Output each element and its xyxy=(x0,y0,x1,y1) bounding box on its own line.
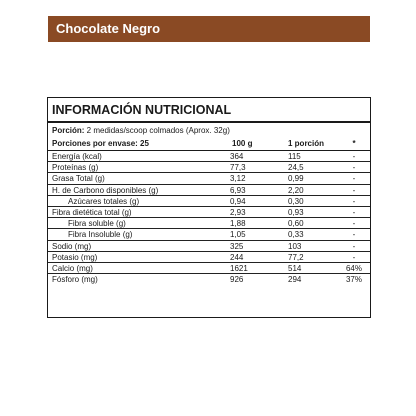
nutrition-panel xyxy=(47,97,371,318)
portion-value: 2 medidas/scoop colmados (Aprox. 32g) xyxy=(84,126,230,135)
value-portion: 77,2 xyxy=(288,252,304,262)
value-pct: - xyxy=(352,185,356,195)
value-pct: - xyxy=(352,163,356,173)
value-100g: 1,05 xyxy=(230,230,246,240)
value-pct: - xyxy=(352,219,356,229)
value-100g: 325 xyxy=(230,241,244,251)
value-100g: 6,93 xyxy=(230,185,246,195)
value-portion: 0,93 xyxy=(288,207,304,217)
table-row xyxy=(48,196,370,207)
nutrient-name: Sodio (mg) xyxy=(52,241,92,251)
nutrient-name: Energía (kcal) xyxy=(52,152,102,161)
table-row xyxy=(48,151,370,162)
table-row xyxy=(48,263,370,274)
table-row xyxy=(48,252,370,263)
value-pct: - xyxy=(352,241,356,251)
product-title-bar xyxy=(48,16,370,42)
value-portion: 0,60 xyxy=(288,219,304,229)
col-header-pct: * xyxy=(352,139,356,148)
portion-line xyxy=(48,124,370,137)
value-portion: 2,20 xyxy=(288,185,304,195)
value-100g: 1621 xyxy=(230,263,248,273)
value-100g: 364 xyxy=(230,152,244,161)
product-title: Chocolate Negro xyxy=(56,21,161,36)
nutrient-name: Proteínas (g) xyxy=(52,163,99,173)
value-pct: 64% xyxy=(345,263,362,273)
nutrient-name: Fibra Insoluble (g) xyxy=(68,230,133,240)
nutrient-name: Fibra soluble (g) xyxy=(68,219,126,229)
value-100g: 77,3 xyxy=(230,163,246,173)
col-header-portion: 1 porción xyxy=(288,139,325,148)
value-pct: - xyxy=(352,252,356,262)
value-pct: - xyxy=(352,207,356,217)
value-pct: - xyxy=(352,152,356,161)
value-portion: 115 xyxy=(288,152,301,161)
nutrient-name: Grasa Total (g) xyxy=(52,174,105,184)
value-pct: - xyxy=(352,230,356,240)
value-100g: 3,12 xyxy=(230,174,246,184)
value-pct: - xyxy=(352,196,356,206)
table-row xyxy=(48,185,370,196)
nutrient-name: Potasio (mg) xyxy=(52,252,98,262)
value-portion: 294 xyxy=(288,275,302,285)
nutrient-name: H. de Carbono disponibles (g) xyxy=(52,185,159,195)
value-100g: 0,94 xyxy=(230,196,246,206)
value-portion: 0,99 xyxy=(288,174,304,184)
table-row xyxy=(48,218,370,229)
nutrient-name: Fósforo (mg) xyxy=(52,275,98,285)
col-header-100g: 100 g xyxy=(232,139,253,148)
nutrient-name: Azúcares totales (g) xyxy=(68,196,140,206)
value-100g: 1,88 xyxy=(230,219,246,229)
panel-title: INFORMACIÓN NUTRICIONAL xyxy=(48,98,370,123)
table-row xyxy=(48,229,370,240)
table-header xyxy=(48,137,370,151)
value-100g: 926 xyxy=(230,275,244,285)
value-portion: 24,5 xyxy=(288,163,304,173)
table-row xyxy=(48,207,370,218)
table-row xyxy=(48,162,370,173)
value-portion: 0,30 xyxy=(288,196,304,206)
value-100g: 244 xyxy=(230,252,244,262)
nutrient-name: Fibra dietética total (g) xyxy=(52,207,132,217)
value-portion: 103 xyxy=(288,241,302,251)
portion-label: Porción: xyxy=(52,126,85,135)
value-pct: 37% xyxy=(345,275,362,285)
table-row xyxy=(48,173,370,184)
value-100g: 2,93 xyxy=(230,207,246,217)
nutrient-name: Calcio (mg) xyxy=(52,263,93,273)
value-portion: 514 xyxy=(288,263,302,273)
value-portion: 0,33 xyxy=(288,230,304,240)
table-row xyxy=(48,241,370,252)
servings-label: Porciones por envase: 25 xyxy=(52,139,149,148)
value-pct: - xyxy=(352,174,356,184)
table-row xyxy=(48,274,370,285)
